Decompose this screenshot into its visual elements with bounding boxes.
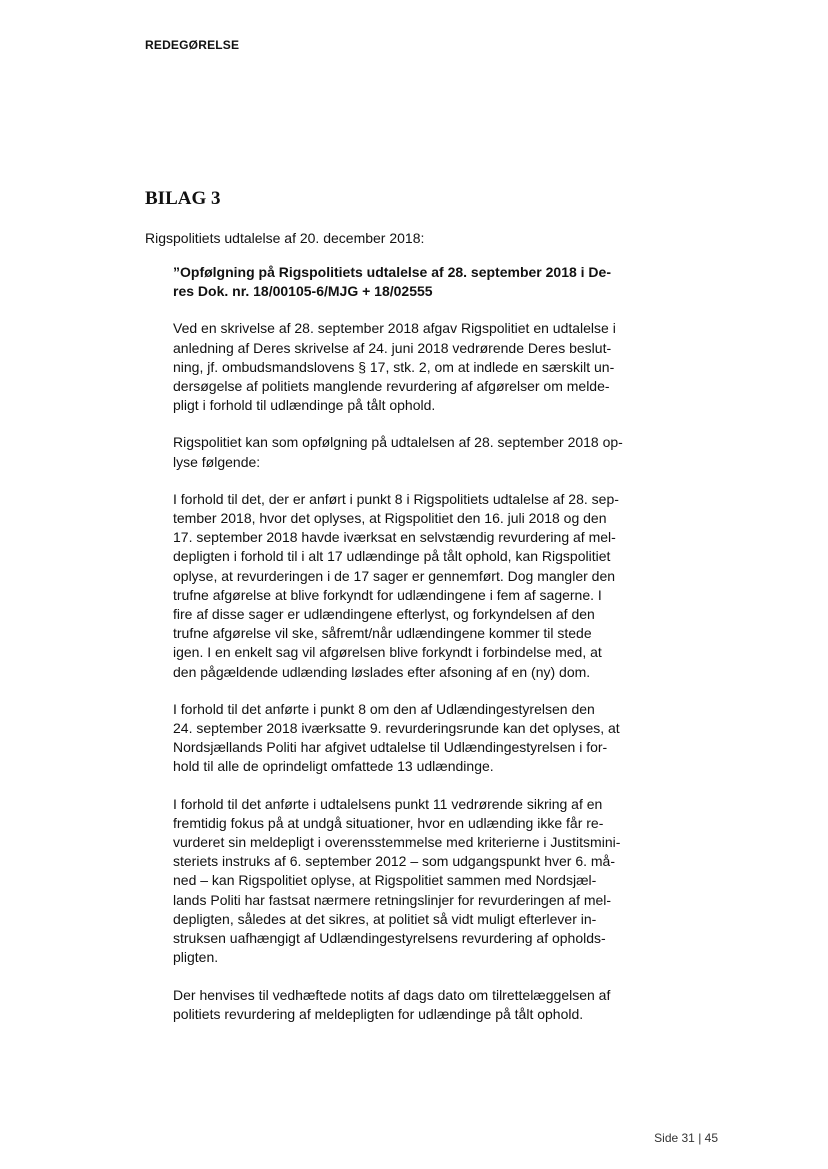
paragraph-line: anledning af Deres skrivelse af 24. juni 2018 vedrørende Deres beslut- <box>173 339 612 356</box>
paragraph-line: Nordsjællands Politi har afgivet udtalelse til Udlændingestyrelsen i for- <box>173 739 608 756</box>
statement-paragraph <box>173 490 638 682</box>
statement-title-line: ”Opfølgning på Rigspolitiets udtalelse af 28. september 2018 i De- <box>173 264 611 280</box>
quoted-statement <box>173 263 638 1042</box>
statement-paragraph <box>173 795 638 968</box>
statement-paragraph <box>173 700 638 777</box>
statement-paragraph <box>173 319 638 415</box>
paragraph-line: struksen uafhængigt af Udlændingestyrelsens revurdering af opholds- <box>173 930 606 947</box>
running-header: REDEGØRELSE <box>145 38 240 52</box>
paragraph-line: trufne afgørelse at blive forkyndt for udlændingene i fem af sagerne. I <box>173 586 602 603</box>
page-number: Side 31 | 45 <box>654 1131 718 1145</box>
paragraph-line: politiets revurdering af meldepligten for udlændinge på tålt ophold. <box>173 1005 584 1022</box>
paragraph-line: fire af disse sager er udlændingene efterlyst, og forkyndelsen af den <box>173 606 595 623</box>
paragraph-line: fremtidig fokus på at undgå situationer, hvor en udlænding ikke får re- <box>173 814 604 831</box>
paragraph-line: Ved en skrivelse af 28. september 2018 afgav Rigspolitiet en udtalelse i <box>173 320 616 337</box>
paragraph-line: lands Politi har fastsat nærmere retningslinjer for revurderingen af mel- <box>173 891 612 908</box>
statement-paragraph <box>173 433 638 471</box>
paragraph-line: steriets instruks af 6. september 2012 – som udgangspunkt hver 6. må- <box>173 853 616 870</box>
paragraph-line: Der henvises til vedhæftede notits af dags dato om tilrettelæggelsen af <box>173 986 611 1003</box>
paragraph-line: 17. september 2018 havde iværksat en selvstændig revurdering af mel- <box>173 529 616 546</box>
paragraph-line: tember 2018, hvor det oplyses, at Rigspolitiet den 16. juli 2018 og den <box>173 510 607 527</box>
paragraph-line: I forhold til det, der er anført i punkt 8 i Rigspolitiets udtalelse af 28. sep- <box>173 490 619 507</box>
statement-paragraph <box>173 986 638 1024</box>
paragraph-line: ning, jf. ombudsmandslovens § 17, stk. 2, om at indlede en særskilt un- <box>173 358 615 375</box>
statement-title <box>173 263 638 301</box>
paragraph-line: igen. I en enkelt sag vil afgørelsen blive forkyndt i forbindelse med, at <box>173 644 602 661</box>
paragraph-line: 24. september 2018 iværksatte 9. revurderingsrunde kan det oplyses, at <box>173 720 620 737</box>
statement-title-line: res Dok. nr. 18/00105-6/MJG + 18/02555 <box>173 283 433 300</box>
paragraph-line: ned – kan Rigspolitiet oplyse, at Rigspolitiet sammen med Nordsjæl- <box>173 872 597 889</box>
paragraph-line: pligt i forhold til udlændinge på tålt ophold. <box>173 397 436 414</box>
intro-line: Rigspolitiets udtalelse af 20. december 2018: <box>145 230 425 246</box>
paragraph-line: Rigspolitiet kan som opfølgning på udtalelsen af 28. september 2018 op- <box>173 434 623 451</box>
paragraph-line: depligten i forhold til i alt 17 udlændinge på tålt ophold, kan Rigspolitiet <box>173 548 611 565</box>
paragraph-line: I forhold til det anførte i punkt 8 om den af Udlændingestyrelsen den <box>173 700 595 717</box>
paragraph-line: hold til alle de oprindeligt omfattede 13 udlændinge. <box>173 758 494 775</box>
paragraph-line: pligten. <box>173 949 219 966</box>
paragraph-line: I forhold til det anførte i udtalelsens punkt 11 vedrørende sikring af en <box>173 795 603 812</box>
paragraph-line: dersøgelse af politiets manglende revurdering af afgørelser om melde- <box>173 378 610 395</box>
paragraph-line: vurderet sin meldepligt i overensstemmelse med kriterierne i Justitsmini- <box>173 834 621 851</box>
paragraph-line: oplyse, at revurderingen i de 17 sager er gennemført. Dog mangler den <box>173 567 616 584</box>
paragraph-line: lyse følgende: <box>173 453 261 470</box>
paragraph-line: depligten, således at det sikres, at politiet så vidt muligt efterlever in- <box>173 910 597 927</box>
paragraph-line: trufne afgørelse vil ske, såfremt/når udlændingene kommer til stede <box>173 625 592 642</box>
paragraph-line: den pågældende udlænding løslades efter afsoning af en (ny) dom. <box>173 663 591 680</box>
appendix-title: BILAG 3 <box>145 188 221 209</box>
